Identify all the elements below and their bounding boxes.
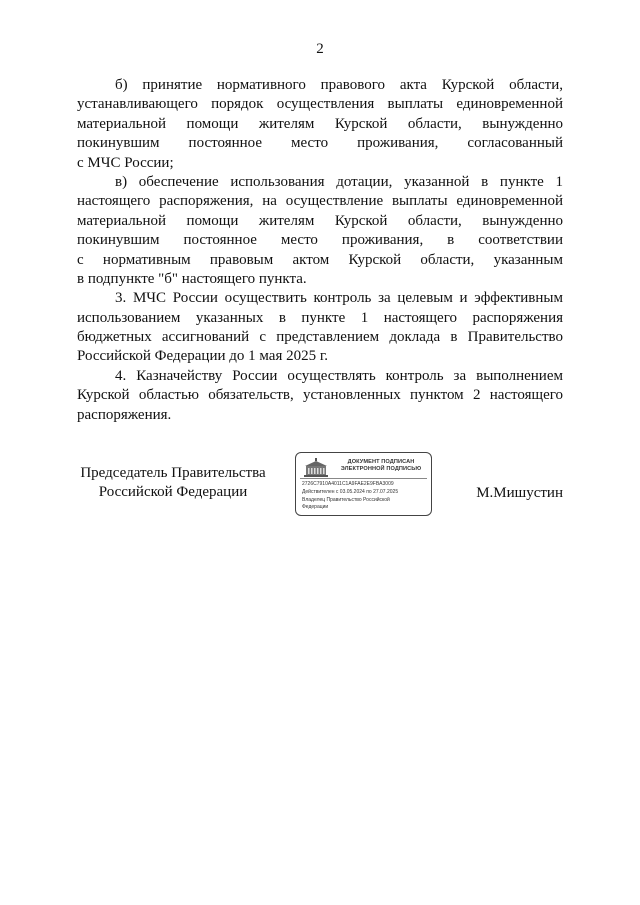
body-line: материальной помощи жителям Курской области, вынужденно: [77, 212, 563, 229]
stamp-certificate: 2726C7910A4011C1A9FAE2E9FBA3009: [302, 481, 394, 487]
body-line: б) принятие нормативного правового акта Курской области,: [115, 77, 563, 93]
body-line: с нормативным правовым актом Курской области, указанным: [77, 251, 563, 268]
signatory-position-line: Российской Федерации: [98, 484, 248, 501]
body-line: в подпункте "б" настоящего пункта.: [77, 270, 307, 287]
body-line: использованием указанных в пункте 1 настоящего распоряжения: [77, 309, 563, 326]
body-line: устанавливающего порядок осуществления выплаты единовременной: [77, 96, 563, 113]
body-line: с МЧС России;: [77, 154, 174, 171]
body-line: настоящего распоряжения, на осуществление выплаты единовременной: [77, 193, 563, 210]
body-line: распоряжения.: [77, 406, 172, 423]
government-building-icon: [302, 458, 330, 478]
signatory-name: М.Мишустин: [476, 485, 563, 501]
body-line: 4. Казначейству России осуществлять контроль за выполнением: [115, 367, 563, 384]
body-line: покинувшим постоянное место проживания, согласованный: [77, 135, 563, 152]
body-line: бюджетных ассигнований с представлением доклада в Правительство: [77, 329, 563, 346]
body-line: материальной помощи жителям Курской области, вынужденно: [77, 115, 563, 132]
stamp-title: ДОКУМЕНТ ПОДПИСАН ЭЛЕКТРОННОЙ ПОДПИСЬЮ: [340, 459, 422, 472]
body-line: Курской областью обязательств, установленных пунктом 2 настоящего: [77, 387, 563, 404]
document-body: [77, 76, 563, 425]
page-number: 2: [316, 41, 324, 57]
signatory-position: [78, 464, 268, 503]
stamp-owner: Владелец Правительство Российской: [302, 497, 390, 503]
stamp-divider: [300, 478, 427, 479]
signatory-position-line: Председатель Правительства: [80, 465, 266, 481]
body-line: Российской Федерации до 1 мая 2025 г.: [77, 348, 329, 365]
stamp-owner: Федерации: [302, 504, 329, 510]
body-line: покинувшим постоянное место проживания, в соответствии: [77, 232, 563, 249]
body-line: в) обеспечение использования дотации, указанной в пункте 1: [115, 173, 563, 190]
electronic-signature-stamp: [295, 452, 432, 516]
stamp-validity: Действителен с 03.05.2024 по 27.07.2025: [302, 489, 399, 495]
body-line: 3. МЧС России осуществить контроль за целевым и эффективным: [115, 290, 563, 307]
